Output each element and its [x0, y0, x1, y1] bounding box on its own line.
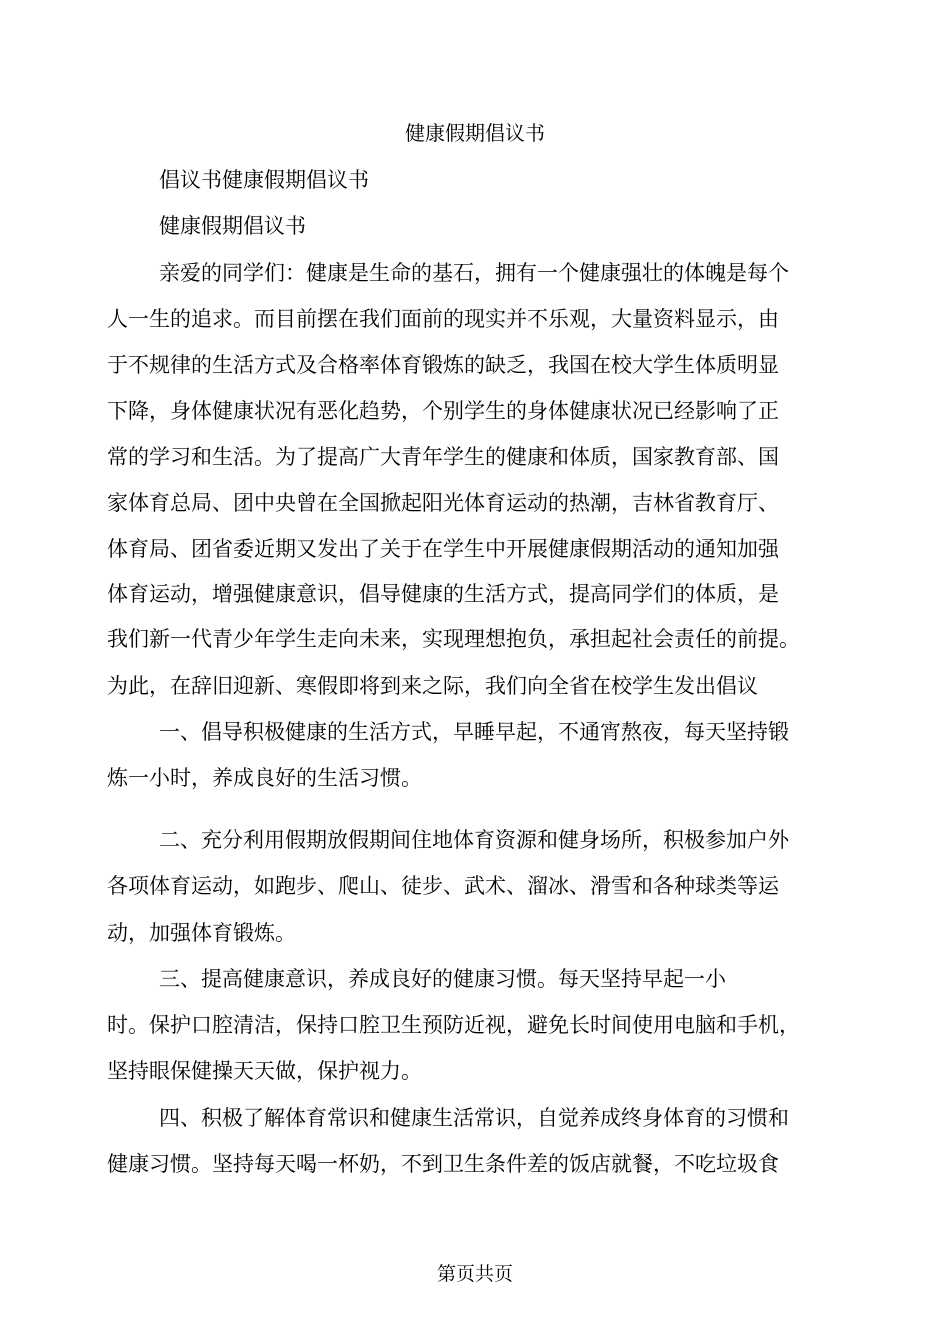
paragraph-line: 下降，身体健康状况有恶化趋势，个别学生的身体健康状况已经影响了正	[107, 399, 779, 423]
paragraph-line: 体育局、团省委近期又发出了关于在学生中开展健康假期活动的通知加强	[107, 537, 779, 561]
subtitle-line: 倡议书健康假期倡议书	[159, 168, 369, 192]
paragraph-line: 为此，在辞旧迎新、寒假即将到来之际，我们向全省在校学生发出倡议	[107, 674, 758, 698]
paragraph-line: 各项体育运动，如跑步、爬山、徒步、武术、溜冰、滑雪和各种球类等运	[107, 874, 779, 898]
paragraph-line: 我们新一代青少年学生走向未来，实现理想抱负，承担起社会责任的前提。	[107, 627, 800, 651]
paragraph-line: 动，加强体育锻炼。	[107, 921, 296, 945]
paragraph-line: 于不规律的生活方式及合格率体育锻炼的缺乏，我国在校大学生体质明显	[107, 353, 779, 377]
paragraph-line: 体育运动，增强健康意识，倡导健康的生活方式，提高同学们的体质，是	[107, 582, 779, 606]
paragraph-line: 炼一小时，养成良好的生活习惯。	[107, 766, 422, 790]
paragraph-line: 人一生的追求。而目前摆在我们面前的现实并不乐观，大量资料显示，由	[107, 307, 779, 331]
paragraph-line: 时。保护口腔清洁，保持口腔卫生预防近视，避免长时间使用电脑和手机，	[107, 1013, 800, 1037]
document-title: 健康假期倡议书	[405, 121, 545, 145]
subtitle-line: 健康假期倡议书	[159, 214, 306, 238]
page-footer: 第页共页	[436, 1263, 513, 1285]
paragraph-line: 坚持眼保健操天天做，保护视力。	[107, 1059, 422, 1083]
paragraph-line: 四、积极了解体育常识和健康生活常识，自觉养成终身体育的习惯和	[159, 1106, 789, 1130]
paragraph-line: 三、提高健康意识，养成良好的健康习惯。每天坚持早起一小	[159, 967, 726, 991]
paragraph-line: 健康习惯。坚持每天喝一杯奶，不到卫生条件差的饭店就餐，不吃垃圾食	[107, 1152, 779, 1176]
paragraph-line: 家体育总局、团中央曾在全国掀起阳光体育运动的热潮，吉林省教育厅、	[107, 491, 779, 515]
paragraph-line: 二、充分利用假期放假期间住地体育资源和健身场所，积极参加户外	[159, 828, 789, 852]
paragraph-line: 一、倡导积极健康的生活方式，早睡早起，不通宵熬夜，每天坚持锻	[159, 720, 789, 744]
paragraph-line: 亲爱的同学们：健康是生命的基石，拥有一个健康强壮的体魄是每个	[159, 261, 789, 285]
paragraph-line: 常的学习和生活。为了提高广大青年学生的健康和体质，国家教育部、国	[107, 445, 779, 469]
